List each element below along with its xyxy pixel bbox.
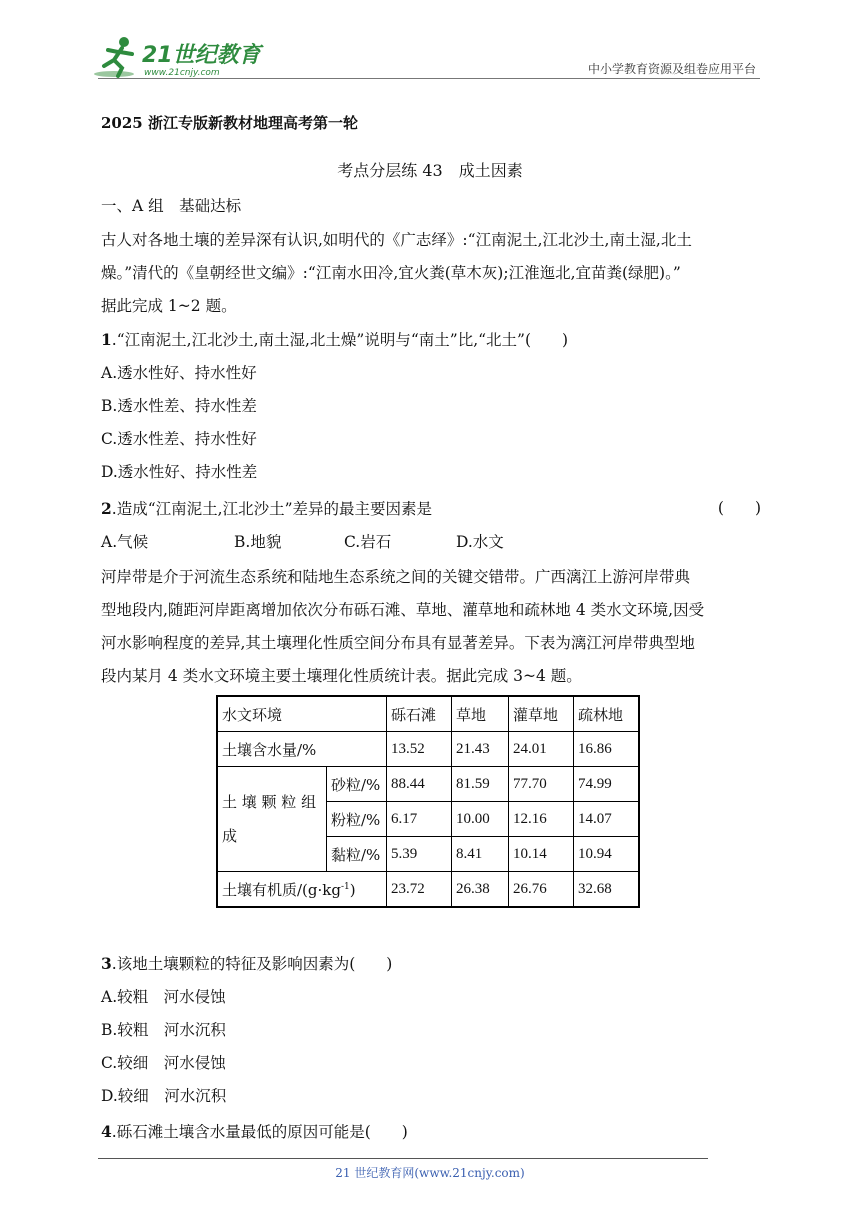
table-cell: 26.76 (509, 872, 574, 908)
row-label-text: 土壤有机质/(g·kg (222, 880, 341, 899)
row-label: 粉粒/% (327, 802, 387, 837)
table-cell: 10.94 (574, 837, 640, 872)
table-cell: 77.70 (509, 767, 574, 802)
row-group-label-line: 土 壤 颗 粒 组 (222, 793, 317, 811)
question-number: 4 (101, 1122, 112, 1141)
table-row (217, 767, 639, 802)
intro-passage-2 (101, 561, 761, 693)
intro-line: 燥。”清代的《皇朝经世文编》:“江南水田冷,宜火粪(草木灰);江淮迤北,宜苗粪(绿肥)。” (101, 264, 681, 282)
table-cell: 12.16 (509, 802, 574, 837)
question-number: 1 (101, 330, 112, 349)
table-cell: 10.00 (452, 802, 509, 837)
option-a: A.较粗 河水侵蚀 (101, 988, 226, 1006)
table-cell: 88.44 (387, 767, 452, 802)
table-cell: 6.17 (387, 802, 452, 837)
table-cell: 81.59 (452, 767, 509, 802)
header-slogan: 中小学教育资源及组卷应用平台 (587, 62, 756, 76)
footer-text: 21 世纪教育网(www.21cnjy.com) (335, 1166, 525, 1180)
question-stem: .该地土壤颗粒的特征及影响因素为( ) (111, 955, 393, 973)
intro-passage-1 (101, 224, 761, 323)
document-subtitle: 考点分层练 43 成土因素 (337, 161, 523, 180)
row-label (217, 872, 387, 908)
option-a: A.透水性好、持水性好 (101, 364, 257, 382)
option-c: C.透水性差、持水性好 (101, 430, 257, 448)
intro-line: 河水影响程度的差异,其土壤理化性质空间分布具有显著差异。下表为漓江河岸带典型地 (101, 634, 695, 652)
option-d: D.透水性好、持水性差 (101, 463, 258, 481)
table-cell: 23.72 (387, 872, 452, 908)
question-3 (101, 947, 761, 1113)
table-cell: 13.52 (387, 732, 452, 767)
intro-line: 河岸带是介于河流生态系统和陆地生态系统之间的关键交错带。广西漓江上游河岸带典 (101, 568, 691, 586)
document-title: 2025 浙江专版新教材地理高考第一轮 (101, 114, 358, 132)
table-cell: 16.86 (574, 732, 640, 767)
unit-superscript: -1 (340, 881, 350, 892)
table-header-cell: 水文环境 (217, 696, 387, 732)
table-header-cell: 灌草地 (509, 696, 574, 732)
logo-text: 21世纪教育 (142, 43, 261, 68)
intro-line: 段内某月 4 类水文环境主要土壤理化性质统计表。据此完成 3~4 题。 (101, 667, 582, 685)
row-group-label-line: 成 (222, 827, 238, 845)
table-header-cell: 草地 (452, 696, 509, 732)
option-c: C.较细 河水侵蚀 (101, 1054, 226, 1072)
table-header-cell: 疏林地 (574, 696, 640, 732)
question-2 (101, 492, 761, 559)
question-stem: .“江南泥土,江北沙土,南土湿,北土燥”说明与“南土”比,“北土”( ) (111, 331, 569, 349)
table-header-cell: 砾石滩 (387, 696, 452, 732)
table-cell: 14.07 (574, 802, 640, 837)
question-stem: .造成“江南泥土,江北沙土”差异的最主要因素是 (111, 500, 433, 518)
table-header-row (217, 696, 639, 732)
table-row (217, 872, 639, 908)
option-d: D.水文 (456, 533, 504, 551)
option-b: B.较粗 河水沉积 (101, 1021, 226, 1039)
header-divider (98, 78, 760, 79)
table-cell: 32.68 (574, 872, 640, 908)
table-cell: 24.01 (509, 732, 574, 767)
option-a: A.气候 (101, 533, 149, 551)
question-4 (101, 1115, 761, 1149)
soil-property-table (216, 695, 640, 908)
logo-url: www.21cnjy.com (144, 68, 220, 78)
table-cell: 26.38 (452, 872, 509, 908)
intro-line: 据此完成 1~2 题。 (101, 297, 237, 315)
answer-bracket: ( ) (717, 499, 761, 517)
table-cell: 74.99 (574, 767, 640, 802)
question-number: 2 (101, 499, 112, 518)
footer-divider (98, 1158, 708, 1159)
row-label: 土壤含水量/% (217, 732, 387, 767)
intro-line: 型地段内,随距河岸距离增加依次分布砾石滩、草地、灌草地和疏林地 4 类水文环境,因受 (101, 601, 705, 619)
option-d: D.较细 河水沉积 (101, 1087, 227, 1105)
row-label-text: ) (349, 880, 356, 899)
table-cell: 10.14 (509, 837, 574, 872)
table-cell: 21.43 (452, 732, 509, 767)
options-row (101, 526, 761, 559)
intro-line: 古人对各地土壤的差异深有认识,如明代的《广志绎》:“江南泥土,江北沙土,南土湿,北土 (101, 231, 692, 249)
section-heading: 一、A 组 基础达标 (101, 197, 242, 215)
table-cell: 8.41 (452, 837, 509, 872)
table-cell: 5.39 (387, 837, 452, 872)
row-label: 砂粒/% (327, 767, 387, 802)
question-number: 3 (101, 954, 112, 973)
runner-logo-icon (92, 34, 267, 80)
row-group-label (217, 767, 327, 872)
site-logo (92, 34, 267, 80)
question-stem: .砾石滩土壤含水量最低的原因可能是( ) (111, 1123, 408, 1141)
question-1 (101, 323, 761, 489)
option-b: B.透水性差、持水性差 (101, 397, 257, 415)
option-b: B.地貌 (234, 533, 282, 551)
table-row (217, 732, 639, 767)
option-c: C.岩石 (344, 533, 392, 551)
row-label: 黏粒/% (327, 837, 387, 872)
